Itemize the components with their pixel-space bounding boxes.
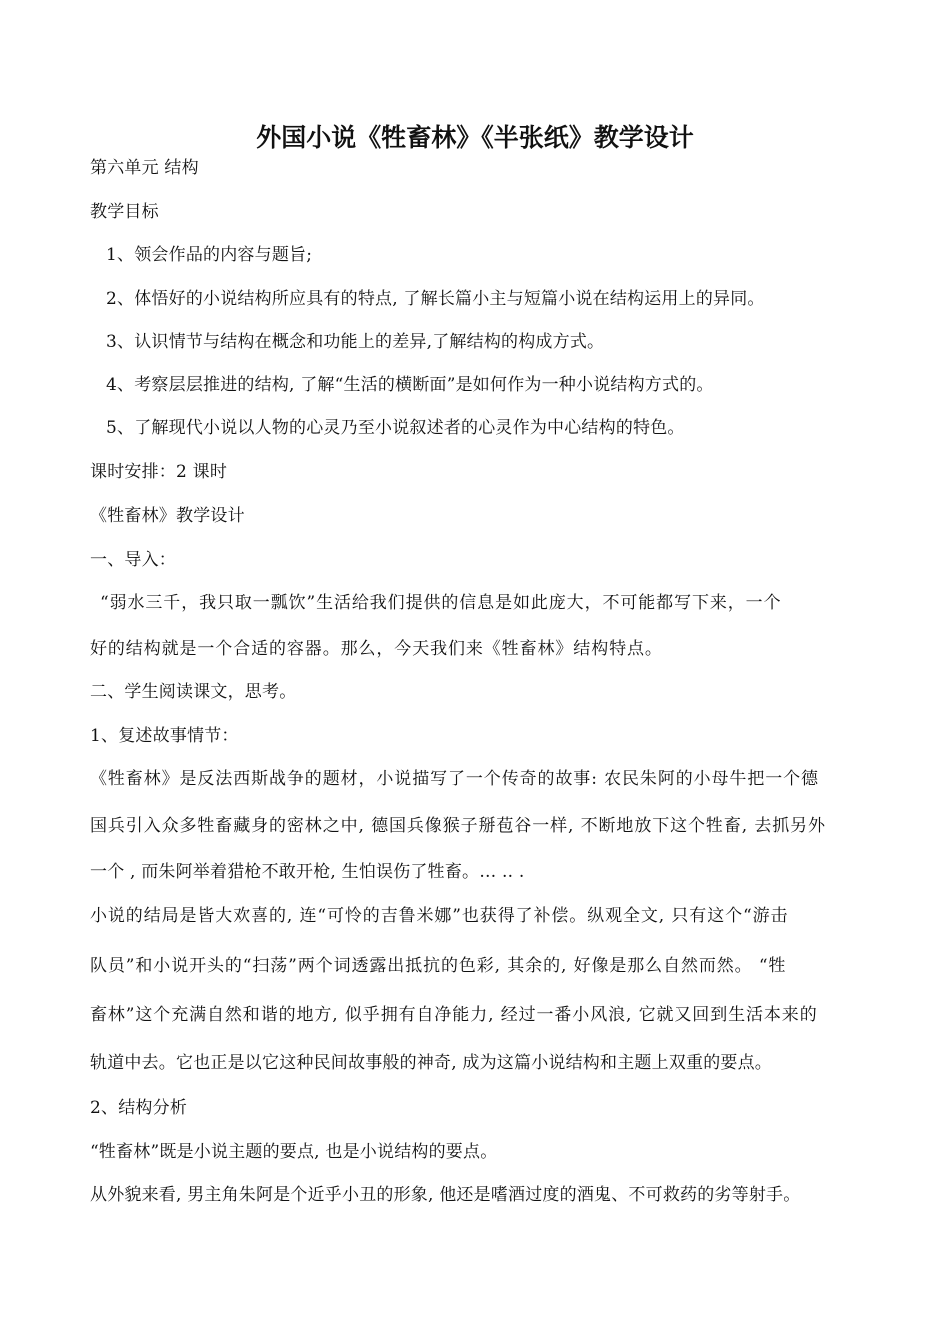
document-title: 外国小说《牲畜林》《半张纸》教学设计 — [256, 123, 694, 152]
intro-heading: 一、导入： — [90, 550, 176, 570]
schedule-text: 课时安排：2 课时 — [90, 462, 228, 482]
objective-item: 4、考察层层推进的结构, 了解“生活的横断面”是如何作为一种小说结构方式的。 — [106, 375, 714, 395]
analysis-paragraph-line: 从外貌来看, 男主角朱阿是个近乎小丑的形象, 他还是嗜酒过度的酒鬼、不可救药的劣等射手。 — [90, 1185, 801, 1205]
intro-paragraph-line: 好的结构就是一个合适的容器。那么，今天我们来《牲畜林》结构特点。 — [90, 639, 663, 659]
unit-label: 第六单元 结构 — [90, 158, 199, 178]
section-title: 《牲畜林》教学设计 — [90, 506, 245, 526]
intro-paragraph-line: “弱水三千，我只取一瓢饮”生活给我们提供的信息是如此庞大，不可能都写下来，一个 — [100, 593, 782, 613]
ending-paragraph-line: 小说的结局是皆大欢喜的, 连“可怜的吉鲁米娜”也获得了补偿。纵观全文, 只有这个“游击 — [90, 906, 789, 926]
analysis-paragraph-line: “牲畜林”既是小说主题的要点, 也是小说结构的要点。 — [90, 1142, 498, 1162]
retell-heading: 1、复述故事情节： — [90, 726, 239, 746]
story-paragraph-line: 《牲畜林》是反法西斯战争的题材，小说描写了一个传奇的故事: 农民朱阿的小母牛把一个德 — [90, 769, 819, 789]
story-paragraph-line: 国兵引入众多牲畜藏身的密林之中, 德国兵像猴子掰苞谷一样, 不断地放下这个牲畜, 去抓另外 — [90, 816, 826, 836]
story-paragraph-line: 一个 , 而朱阿举着猎枪不敢开枪, 生怕误伤了牲畜。… .. . — [90, 862, 525, 882]
analysis-heading: 2、结构分析 — [90, 1098, 188, 1118]
ending-paragraph-line: 畜林”这个充满自然和谐的地方, 似乎拥有自净能力, 经过一番小风浪, 它就又回到生活本来的 — [90, 1005, 818, 1025]
objective-item: 2、体悟好的小说结构所应具有的特点, 了解长篇小主与短篇小说在结构运用上的异同。 — [106, 289, 765, 309]
objective-item: 1、领会作品的内容与题旨; — [106, 245, 313, 265]
reading-heading: 二、学生阅读课文，思考。 — [90, 682, 297, 702]
objectives-heading: 教学目标 — [90, 202, 159, 222]
ending-paragraph-line: 队员”和小说开头的“扫荡”两个词透露出抵抗的色彩, 其余的, 好像是那么自然而然。 “牲 — [90, 956, 787, 976]
objective-item: 5、了解现代小说以人物的心灵乃至小说叙述者的心灵作为中心结构的特色。 — [106, 418, 685, 438]
ending-paragraph-line: 轨道中去。它也正是以它这种民间故事般的神奇, 成为这篇小说结构和主题上双重的要点。 — [90, 1053, 773, 1073]
objective-item: 3、认识情节与结构在概念和功能上的差异,了解结构的构成方式。 — [106, 332, 605, 352]
